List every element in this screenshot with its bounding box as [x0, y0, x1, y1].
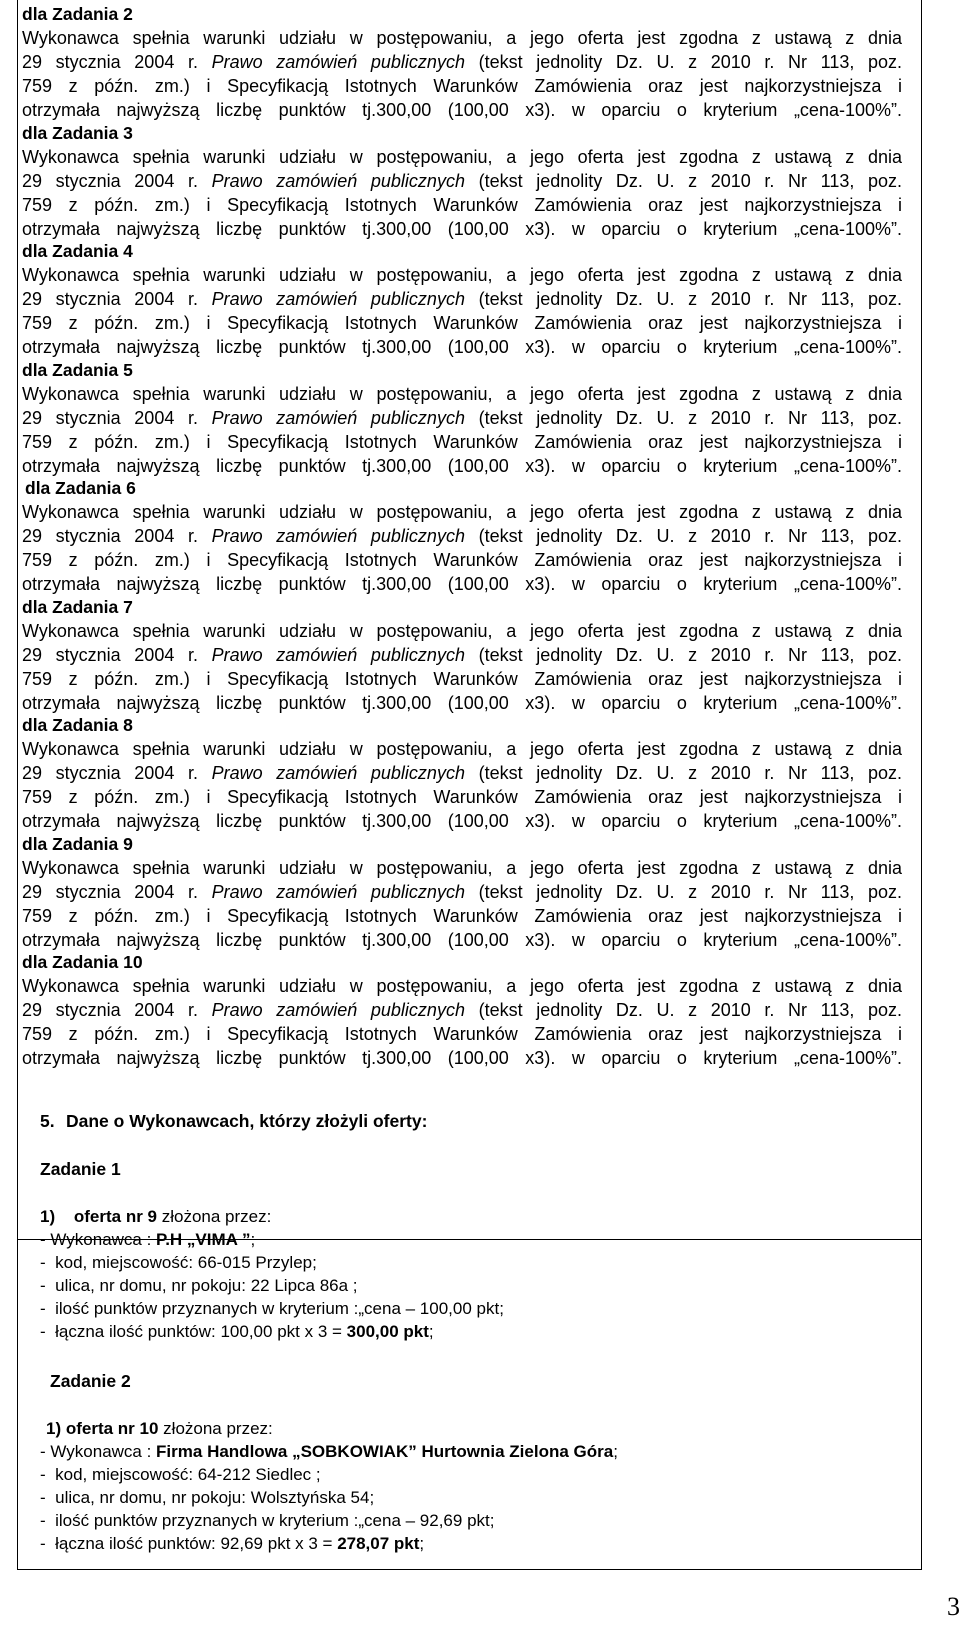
task-text-line: Wykonawca spełnia warunki udziału w postępowaniu, a jego oferta jest zgodna z ustawą z dnia — [22, 146, 902, 167]
street-text: ulica, nr domu, nr pokoju: Wolsztyńska 54; — [55, 1488, 375, 1507]
law-title-text: Prawo zamówień publicznych — [211, 881, 465, 902]
task-text-line: Wykonawca spełnia warunki udziału w postępowaniu, a jego oferta jest zgodna z ustawą z dnia — [22, 620, 902, 641]
total-suffix: ; — [419, 1534, 425, 1553]
task-text-line: Wykonawca spełnia warunki udziału w postępowaniu, a jego oferta jest zgodna z ustawą z dnia — [22, 28, 902, 48]
page-number: 3 — [947, 1592, 960, 1621]
task-text-line: Wykonawca spełnia warunki udziału w postępowaniu, a jego oferta jest zgodna z ustawą z dnia — [22, 383, 902, 404]
offer-label: oferta nr 9 — [73, 1207, 157, 1226]
law-reference-text: (tekst jednolity Dz. U. z 2010 r. Nr 113, poz. — [464, 881, 902, 902]
task-text-line: 759 z późn. zm.) i Specyfikacją Istotnych Warunków Zamówienia oraz jest najkorzystniejsza i — [22, 313, 902, 333]
law-title-text: Prawo zamówień publicznych — [211, 526, 465, 546]
task2-street: - ulica, nr domu, nr pokoju: Wolsztyńska 54; — [40, 1488, 375, 1507]
task2-points: - ilość punktów przyznanych w kryterium :„cena – 92,69 pkt; — [40, 1511, 495, 1530]
task-section — [22, 2, 902, 122]
task-section — [22, 121, 902, 241]
task-text-line: 759 z późn. zm.) i Specyfikacją Istotnych Warunków Zamówienia oraz jest najkorzystniejsza i — [22, 905, 902, 926]
task-heading: dla Zadania 3 — [22, 122, 133, 143]
total-prefix: łączna ilość punktów: 92,69 pkt x 3 = — [55, 1534, 338, 1553]
law-date-text: 29 stycznia 2004 r. — [22, 644, 212, 665]
task-text-line: otrzymała najwyższą liczbę punktów tj.300,00 (100,00 x3). w oparciu o kryterium „cena-100%”. — [22, 1048, 902, 1068]
task-heading: dla Zadania 6 — [25, 478, 136, 498]
task-heading: dla Zadania 7 — [22, 596, 133, 617]
task-text-line: 759 z późn. zm.) i Specyfikacją Istotnych Warunków Zamówienia oraz jest najkorzystniejsza i — [22, 787, 902, 807]
street-text: ulica, nr domu, nr pokoju: 22 Lipca 86a ; — [55, 1276, 358, 1295]
code-text: kod, miejscowość: 66-015 Przylep; — [55, 1253, 317, 1272]
law-title-text: Prawo zamówień publicznych — [211, 1000, 465, 1020]
task-heading: dla Zadania 5 — [22, 359, 133, 380]
task-text-line — [22, 643, 902, 667]
task-text-line: 759 z późn. zm.) i Specyfikacją Istotnych Warunków Zamówienia oraz jest najkorzystniejsza i — [22, 668, 902, 689]
task-heading: dla Zadania 4 — [22, 241, 133, 261]
task-text-line: 759 z późn. zm.) i Specyfikacją Istotnych Warunków Zamówienia oraz jest najkorzystniejsza i — [22, 431, 902, 452]
task-text-line: 759 z późn. zm.) i Specyfikacją Istotnych Warunków Zamówienia oraz jest najkorzystniejsza i — [22, 194, 902, 215]
task-text-line: Wykonawca spełnia warunki udziału w postępowaniu, a jego oferta jest zgodna z ustawą z dnia — [22, 857, 902, 878]
task-heading: dla Zadania 10 — [22, 952, 143, 972]
law-reference-text: (tekst jednolity Dz. U. z 2010 r. Nr 113, poz. — [464, 407, 902, 428]
code-text: kod, miejscowość: 64-212 Siedlec ; — [55, 1465, 321, 1484]
law-title-text: Prawo zamówień publicznych — [211, 407, 465, 428]
law-date-text: 29 stycznia 2004 r. — [22, 52, 212, 72]
law-reference-text: (tekst jednolity Dz. U. z 2010 r. Nr 113, poz. — [464, 289, 902, 309]
task-text-line: Wykonawca spełnia warunki udziału w postępowaniu, a jego oferta jest zgodna z ustawą z dnia — [22, 739, 902, 759]
task-text-line: otrzymała najwyższą liczbę punktów tj.300,00 (100,00 x3). w oparciu o kryterium „cena-100%”. — [22, 337, 902, 357]
task-text-line: otrzymała najwyższą liczbę punktów tj.300,00 (100,00 x3). w oparciu o kryterium „cena-100%”. — [22, 100, 902, 120]
law-title-text: Prawo zamówień publicznych — [211, 289, 465, 309]
law-date-text: 29 stycznia 2004 r. — [22, 763, 212, 783]
total-prefix: łączna ilość punktów: 100,00 pkt x 3 = — [55, 1322, 347, 1341]
task-text-line — [22, 998, 902, 1022]
total-suffix: ; — [428, 1322, 434, 1341]
task-heading: dla Zadania 2 — [22, 4, 133, 24]
offer-number: 1) — [40, 1207, 56, 1226]
task-text-line: otrzymała najwyższą liczbę punktów tj.300,00 (100,00 x3). w oparciu o kryterium „cena-100%”. — [22, 218, 902, 239]
task-section — [22, 595, 902, 715]
task-section — [22, 713, 902, 833]
task1-contractor — [40, 1229, 255, 1251]
task-text-line — [22, 761, 902, 785]
law-date-text: 29 stycznia 2004 r. — [22, 170, 212, 191]
task-text-line: Wykonawca spełnia warunki udziału w postępowaniu, a jego oferta jest zgodna z ustawą z dnia — [22, 976, 902, 996]
task-text-line: otrzymała najwyższą liczbę punktów tj.300,00 (100,00 x3). w oparciu o kryterium „cena-100%”. — [22, 929, 902, 950]
law-reference-text: (tekst jednolity Dz. U. z 2010 r. Nr 113, poz. — [464, 644, 902, 665]
law-reference-text: (tekst jednolity Dz. U. z 2010 r. Nr 113, poz. — [464, 170, 902, 191]
law-title-text: Prawo zamówień publicznych — [211, 644, 465, 665]
task-text-line: otrzymała najwyższą liczbę punktów tj.300,00 (100,00 x3). w oparciu o kryterium „cena-100%”. — [22, 692, 902, 713]
task-section — [22, 950, 902, 1070]
task-text-line — [22, 880, 902, 904]
task-text-line — [22, 524, 902, 548]
contractor-prefix: - Wykonawca : — [40, 1230, 157, 1249]
task2-offer — [46, 1418, 273, 1440]
law-title-text: Prawo zamówień publicznych — [211, 170, 465, 191]
task1-heading: Zadanie 1 — [40, 1159, 121, 1179]
contractor-name: Firma Handlowa „SOBKOWIAK” Hurtownia Zielona Góra — [156, 1442, 614, 1461]
task-text-line — [22, 50, 902, 74]
section-title: Dane o Wykonawcach, którzy złożyli oferty: — [66, 1111, 428, 1131]
task-text-line — [22, 406, 902, 430]
task-heading: dla Zadania 9 — [22, 833, 133, 854]
task1-points: - ilość punktów przyznanych w kryterium :„cena – 100,00 pkt; — [40, 1299, 504, 1318]
task-section — [22, 476, 902, 596]
section-number: 5. — [40, 1111, 55, 1131]
law-title-text: Prawo zamówień publicznych — [211, 763, 465, 783]
points-text: ilość punktów przyznanych w kryterium :„cena – 100,00 pkt; — [55, 1299, 504, 1318]
law-date-text: 29 stycznia 2004 r. — [22, 289, 212, 309]
offer-rest: złożona przez: — [157, 1207, 272, 1226]
contractor-suffix: ; — [250, 1230, 256, 1249]
law-reference-text: (tekst jednolity Dz. U. z 2010 r. Nr 113, poz. — [464, 1000, 902, 1020]
task-section — [22, 358, 902, 478]
task-section — [22, 832, 902, 952]
task-text-line: otrzymała najwyższą liczbę punktów tj.300,00 (100,00 x3). w oparciu o kryterium „cena-100%”. — [22, 455, 902, 476]
task2-total: - łączna ilość punktów: 92,69 pkt x 3 = 278,07 pkt; — [40, 1534, 425, 1553]
task2-heading: Zadanie 2 — [50, 1371, 131, 1391]
law-date-text: 29 stycznia 2004 r. — [22, 526, 212, 546]
contractor-name: P.H „VIMA ” — [156, 1230, 251, 1249]
task2-contractor — [40, 1441, 618, 1463]
contractor-prefix: - Wykonawca : — [40, 1442, 157, 1461]
task-text-line: Wykonawca spełnia warunki udziału w postępowaniu, a jego oferta jest zgodna z ustawą z dnia — [22, 502, 902, 522]
task1-total: - łączna ilość punktów: 100,00 pkt x 3 = 300,00 pkt; — [40, 1322, 434, 1341]
task-text-line: 759 z późn. zm.) i Specyfikacją Istotnych Warunków Zamówienia oraz jest najkorzystniejsza i — [22, 76, 902, 96]
task-text-line — [22, 287, 902, 311]
task-section — [22, 239, 902, 359]
task-text-line: otrzymała najwyższą liczbę punktów tj.300,00 (100,00 x3). w oparciu o kryterium „cena-100%”. — [22, 574, 902, 594]
task-text-line: 759 z późn. zm.) i Specyfikacją Istotnych Warunków Zamówienia oraz jest najkorzystniejsza i — [22, 1024, 902, 1044]
law-date-text: 29 stycznia 2004 r. — [22, 1000, 212, 1020]
task-text-line: otrzymała najwyższą liczbę punktów tj.300,00 (100,00 x3). w oparciu o kryterium „cena-100%”. — [22, 811, 902, 831]
task-text-line: 759 z późn. zm.) i Specyfikacją Istotnych Warunków Zamówienia oraz jest najkorzystniejsza i — [22, 550, 902, 570]
total-value: 300,00 pkt — [346, 1322, 429, 1341]
law-date-text: 29 stycznia 2004 r. — [22, 407, 212, 428]
task1-code: - kod, miejscowość: 66-015 Przylep; — [40, 1253, 317, 1272]
task1-street: - ulica, nr domu, nr pokoju: 22 Lipca 86a ; — [40, 1276, 358, 1295]
law-date-text: 29 stycznia 2004 r. — [22, 881, 212, 902]
task2-code: - kod, miejscowość: 64-212 Siedlec ; — [40, 1465, 321, 1484]
offer-rest: złożona przez: — [158, 1419, 273, 1438]
law-title-text: Prawo zamówień publicznych — [211, 52, 465, 72]
law-reference-text: (tekst jednolity Dz. U. z 2010 r. Nr 113, poz. — [464, 52, 902, 72]
law-reference-text: (tekst jednolity Dz. U. z 2010 r. Nr 113, poz. — [464, 526, 902, 546]
task-text-line: Wykonawca spełnia warunki udziału w postępowaniu, a jego oferta jest zgodna z ustawą z dnia — [22, 265, 902, 285]
offer-label: 1) oferta nr 10 — [46, 1419, 159, 1438]
task-text-line — [22, 169, 902, 193]
points-text: ilość punktów przyznanych w kryterium :„cena – 92,69 pkt; — [55, 1511, 495, 1530]
task1-offer — [40, 1206, 271, 1228]
task-heading: dla Zadania 8 — [22, 715, 133, 735]
contractor-suffix: ; — [613, 1442, 618, 1461]
law-reference-text: (tekst jednolity Dz. U. z 2010 r. Nr 113, poz. — [464, 763, 902, 783]
total-value: 278,07 pkt — [337, 1534, 420, 1553]
